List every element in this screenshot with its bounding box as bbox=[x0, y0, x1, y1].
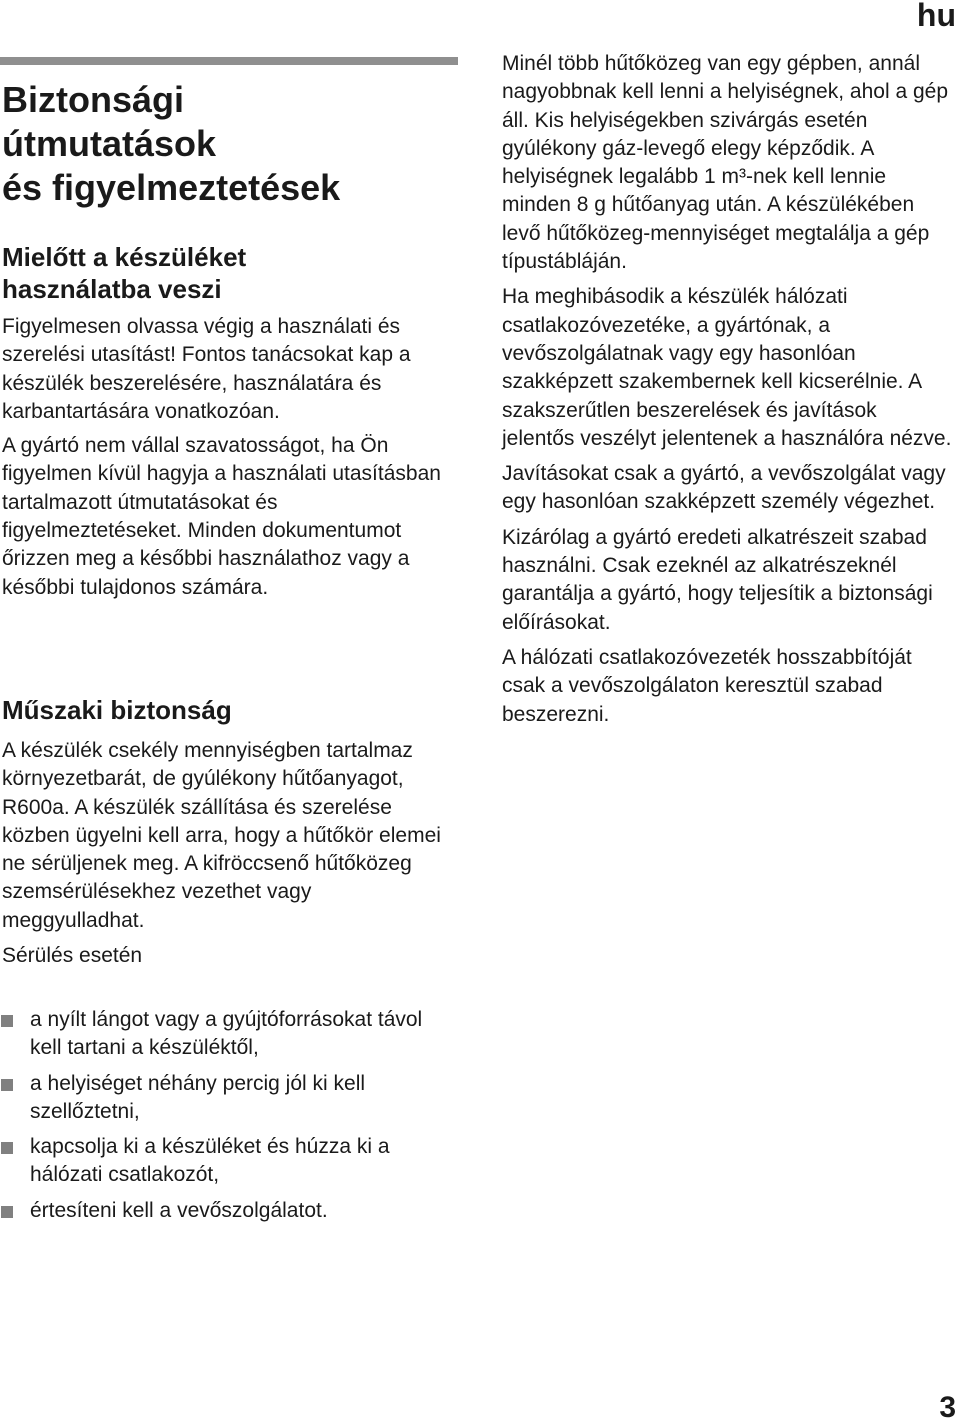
page-title: Biztonsági útmutatások és figyelmeztetések bbox=[2, 79, 341, 208]
section-heading-technical-safety: Műszaki biztonság bbox=[2, 695, 232, 725]
list-item: kapcsolja ki a készüléket és húzza ki a hálózati csatlakozót, bbox=[0, 1133, 458, 1190]
header-rule bbox=[0, 57, 458, 65]
list-item: értesíteni kell a vevőszolgálatot. bbox=[0, 1197, 458, 1225]
paragraph: Kizárólag a gyártó eredeti alkatrészeit szabad használni. Csak ezeknél az alkatrészeknél garantálja a gyártó, hogy teljesítik a biztonsági előírásokat. bbox=[502, 525, 933, 634]
paragraph: Ha meghibásodik a készülék hálózati csatlakozóvezetéke, a gyártónak, a vevőszolgálatnak vagy egy hasonlóan szakképzett szakembernek kell kicserélnie. A szakszerűtlen beszerelések és javítások jelentős veszélyt jelentenek a használóra nézve. bbox=[502, 285, 952, 450]
paragraph: A hálózati csatlakozóvezeték hosszabbítóját csak a vevőszolgálaton keresztül szabad beszerezni. bbox=[502, 645, 912, 726]
paragraph: Javításokat csak a gyártó, a vevőszolgálat vagy egy hasonlóan szakképzett személy végezhet. bbox=[502, 462, 946, 514]
square-bullet-icon bbox=[1, 1142, 13, 1154]
paragraph: Figyelmesen olvassa végig a használati és szerelési utasítást! Fontos tanácsokat kap a készülék beszerelésére, használatára és karbantartására vonatkozóan. bbox=[2, 315, 411, 423]
page-number: 3 bbox=[939, 1391, 956, 1424]
paragraph: A készülék csekély mennyiségben tartalmaz környezetbarát, de gyúlékony hűtőanyagot, R600a. A készülék szállítása és szerelése közben ügyelni kell arra, hogy a hűtőkör elemei ne sérüljenek meg. A kifröccsenő hűtőközeg szemsérülésekhez vezethet vagy meggyulladhat. bbox=[2, 739, 441, 932]
paragraph: Minél több hűtőközeg van egy gépben, annál nagyobbnak kell lenni a helyiségnek, ahol a gép áll. Kis helyiségekben szivárgás esetén gyúlékony gáz-levegő elegy képződik. A helyiségnek legalább 1 m³-nek kell lennie minden 8 g hűtőanyag után. A készülékében levő hűtőközeg-mennyiséget megtalálja a gép típustábláján. bbox=[502, 52, 948, 274]
section-before-use-body bbox=[2, 313, 458, 602]
square-bullet-icon bbox=[1, 1079, 13, 1091]
section-technical-safety-body bbox=[2, 737, 458, 970]
square-bullet-icon bbox=[1, 1015, 13, 1027]
paragraph: A gyártó nem vállal szavatosságot, ha Ön figyelmen kívül hagyja a használati utasításban tartalmazott útmutatásokat és figyelmeztetéseket. Minden dokumentumot őrizzen meg a későbbi használathoz vagy a későbbi tulajdonos számára. bbox=[2, 434, 441, 599]
right-column-body bbox=[502, 50, 954, 729]
list-item: a nyílt lángot vagy a gyújtóforrásokat távol kell tartani a készüléktől, bbox=[0, 1006, 458, 1063]
square-bullet-icon bbox=[1, 1206, 13, 1218]
section-heading-before-use: Mielőtt a készüléket használatba veszi bbox=[2, 242, 247, 304]
list-item: a helyiséget néhány percig jól ki kell szellőztetni, bbox=[0, 1070, 458, 1127]
paragraph: Sérülés esetén bbox=[2, 944, 143, 968]
language-tag: hu bbox=[916, 0, 956, 33]
bullet-list bbox=[0, 1006, 458, 1232]
